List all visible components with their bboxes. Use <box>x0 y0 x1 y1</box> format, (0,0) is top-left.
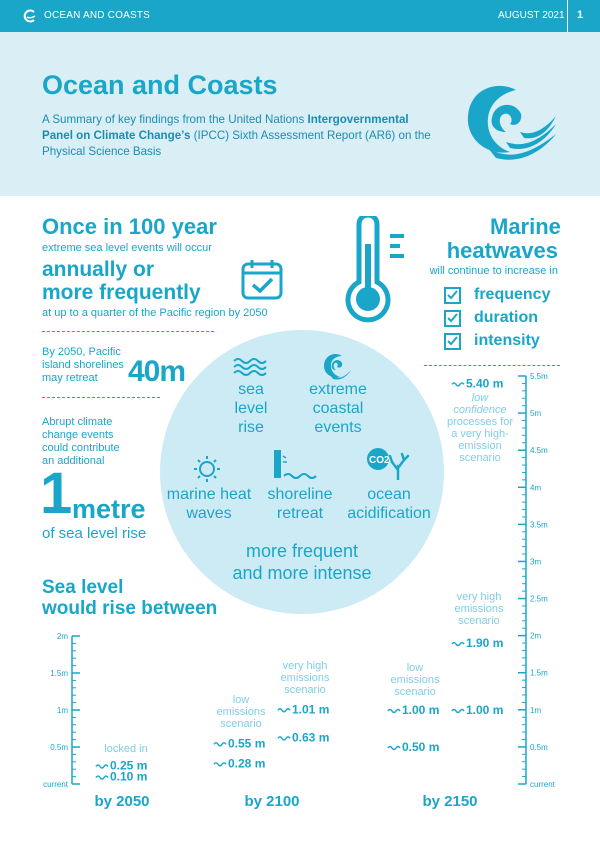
wave-marker-icon <box>214 743 226 746</box>
left-axis-tick-label: 2m <box>56 632 68 641</box>
sea-level-value-label: 0.25 m <box>110 758 148 773</box>
right-axis-tick-label: 5.5m <box>530 372 548 381</box>
sea-level-value-label: 0.28 m <box>228 756 266 771</box>
marine-heatwaves-title-line2: heatwaves <box>446 238 558 263</box>
very-high-2100-note: very high emissions scenario <box>280 660 330 696</box>
right-axis-tick-label: 4m <box>530 483 542 493</box>
co2-text: CO2 <box>369 455 390 466</box>
wave-marker-icon <box>452 383 464 386</box>
right-axis-tick-label: 1m <box>530 705 542 715</box>
sea-level-title-line2: would rise between <box>42 598 218 619</box>
left-axis-tick-label: current <box>43 780 68 789</box>
right-axis-tick-label: 1.5m <box>530 668 548 678</box>
left-axis-tick-label: 0.5m <box>50 743 68 752</box>
wave-marker-icon <box>96 776 108 779</box>
more-frequent-intense-label: more frequent and more intense <box>232 541 372 583</box>
very-high-2150-note: very high emissions scenario <box>454 591 504 627</box>
left-axis-tick-label: 1.5m <box>50 669 68 678</box>
wave-marker-icon <box>214 763 226 766</box>
right-axis-tick-label: 3.5m <box>530 520 548 530</box>
wave-marker-icon <box>452 643 464 646</box>
sea-level-value-label: 0.10 m <box>110 769 148 784</box>
low-emissions-2100-note: low emissions scenario <box>216 694 266 730</box>
wave-marker-icon <box>278 737 290 740</box>
retreat-value: 40m <box>128 355 186 388</box>
sea-level-value-label: 1.90 m <box>466 636 504 651</box>
abrupt-text-line2: change events <box>42 429 114 441</box>
marine-heat-waves-label: marine heat waves <box>166 486 252 522</box>
ocean-acidification-label: ocean acidification <box>347 486 431 522</box>
low-emissions-2150-note: low emissions scenario <box>390 662 440 698</box>
once-in-100-year-heading: Once in 100 year <box>42 214 217 239</box>
heatwaves-subtext: will continue to increase in <box>429 265 558 277</box>
right-axis-tick-label: current <box>530 780 555 789</box>
sea-level-value-label: 0.50 m <box>402 740 440 754</box>
abrupt-text-line4: an additional <box>42 455 105 467</box>
heatwave-item-intensity: intensity <box>474 332 540 349</box>
low-confidence-note: low confidence processes for a very high- emission scenario <box>446 392 514 464</box>
wave-marker-icon <box>96 765 108 768</box>
sea-level-value-label: 0.55 m <box>228 736 266 751</box>
locked-in-note: locked in <box>104 743 148 755</box>
page-subtitle: A Summary of key findings from the United Nations Intergovernmental Panel on Climate Change’s (IPCC) Sixth Assessment Report (AR6) on the Physical Science Basis <box>42 113 431 158</box>
sea-level-value-label: 1.00 m <box>402 703 440 717</box>
retreat-text-line1: By 2050, Pacific <box>42 346 121 358</box>
wave-marker-icon <box>452 710 464 713</box>
page-title: Ocean and Coasts <box>42 70 278 100</box>
shoreline-retreat-label: shoreline retreat <box>267 486 333 522</box>
wave-marker-icon <box>278 709 290 712</box>
marine-heatwaves-title-line1: Marine <box>490 214 561 239</box>
wave-marker-icon <box>388 747 400 750</box>
abrupt-text-line1: Abrupt climate <box>42 416 113 428</box>
right-axis-tick-label: 5m <box>530 409 542 419</box>
sea-level-value-label: 0.63 m <box>292 730 330 745</box>
annually-heading-line1: annually or <box>42 258 155 281</box>
metre-word: metre <box>72 494 146 524</box>
sea-level-title-line1: Sea level <box>42 577 124 598</box>
right-axis-tick-label: 4.5m <box>530 446 548 456</box>
sea-level-value-label: 5.40 m <box>466 376 504 391</box>
retreat-text-line2: island shorelines <box>42 359 124 371</box>
wave-marker-icon <box>388 710 400 713</box>
right-axis-tick-label: 3m <box>530 557 542 567</box>
once-in-100-year-subtext: extreme sea level events will occur <box>42 242 212 254</box>
abrupt-text-line3: could contribute <box>42 442 120 454</box>
metre-subtext: of sea level rise <box>42 525 147 542</box>
annually-heading-line2: more frequently <box>42 281 201 304</box>
extreme-coastal-events-label: extreme coastal events <box>309 381 367 436</box>
metre-number: 1 <box>40 461 73 526</box>
sea-level-value-label: 1.01 m <box>292 702 330 717</box>
period-label: by 2100 <box>244 793 300 810</box>
period-label: by 2150 <box>422 793 478 810</box>
right-axis-tick-label: 2m <box>530 631 542 641</box>
heatwave-item-frequency: frequency <box>474 286 551 303</box>
page-number: 1 <box>577 9 584 21</box>
right-axis-tick-label: 0.5m <box>530 742 548 752</box>
retreat-text-line3: may retreat <box>42 372 98 384</box>
pacific-quarter-text: at up to a quarter of the Pacific region by 2050 <box>42 307 268 319</box>
period-label: by 2050 <box>94 793 150 810</box>
left-axis-tick-label: 1m <box>56 706 68 715</box>
section-label: OCEAN AND COASTS <box>44 10 150 21</box>
date-label: AUGUST 2021 <box>498 10 565 21</box>
heatwave-item-duration: duration <box>474 309 538 326</box>
sea-level-value-label: 1.00 m <box>466 703 504 717</box>
right-axis-tick-label: 2.5m <box>530 594 548 604</box>
sea-level-rise-label: sea level rise <box>234 381 268 436</box>
